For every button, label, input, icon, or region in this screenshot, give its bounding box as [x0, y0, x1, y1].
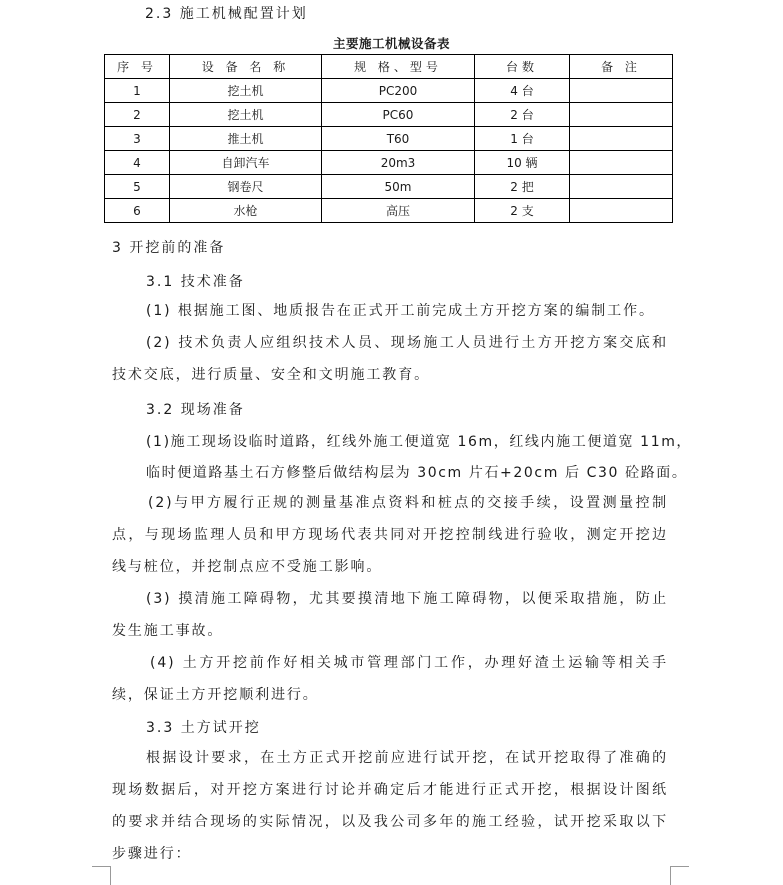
cell-name: 自卸汽车 — [170, 151, 322, 175]
table-row — [105, 175, 673, 199]
section-heading-3: 3 开挖前的准备 — [112, 240, 226, 256]
paragraph-3-2-2: (2)与甲方履行正规的测量基准点资料和桩点的交接手续，设置测量控制点，与现场监理人员和甲方现场代表共同对开挖控制线进行验收，测定开挖边线与桩位，并挖制点应不受施工影响。 — [112, 495, 668, 575]
cell-spec: PC200 — [322, 79, 475, 103]
cell-spec: 20m3 — [322, 151, 475, 175]
cell-count: 4 台 — [475, 79, 570, 103]
cell-name: 挖土机 — [170, 103, 322, 127]
cell-name: 水枪 — [170, 199, 322, 223]
cell-index: 3 — [105, 127, 170, 151]
table-title: 主要施工机械设备表 — [332, 36, 450, 51]
cell-remarks — [570, 103, 673, 127]
paragraph-3-2-1-line-2: 临时便道路基土石方修整后做结构层为 30cm 片石+20cm 后 C30 砼路面。 — [146, 465, 688, 481]
table-row — [105, 127, 673, 151]
table-row — [105, 151, 673, 175]
paragraph-3-2-4: (4) 土方开挖前作好相关城市管理部门工作，办理好渣土运输等相关手续，保证土方开挖顺利进行。 — [112, 655, 668, 703]
header-spec: 规 格、型号 — [322, 55, 475, 79]
section-heading-3-3: 3.3 土方试开挖 — [146, 720, 261, 736]
section-heading-3-1: 3.1 技术准备 — [146, 274, 245, 290]
cell-name: 挖土机 — [170, 79, 322, 103]
page-corner-mark-left — [92, 866, 111, 885]
cell-count: 2 支 — [475, 199, 570, 223]
page-corner-mark-right — [670, 866, 689, 885]
paragraph-3-1-2: (2) 技术负责人应组织技术人员、现场施工人员进行土方开挖方案交底和技术交底，进行质量、安全和文明施工教育。 — [112, 335, 668, 383]
paragraph-3-2-3: (3) 摸清施工障碍物，尤其要摸清地下施工障碍物，以便采取措施，防止发生施工事故。 — [112, 591, 668, 639]
cell-spec: 高压 — [322, 199, 475, 223]
paragraph-3-2-1-line-1: (1)施工现场设临时道路，红线外施工便道宽 16m，红线内施工便道宽 11m， — [146, 434, 693, 450]
header-count: 台数 — [475, 55, 570, 79]
header-name: 设 备 名 称 — [170, 55, 322, 79]
cell-index: 1 — [105, 79, 170, 103]
cell-remarks — [570, 199, 673, 223]
paragraph-3-1-1: (1) 根据施工图、地质报告在正式开工前完成土方开挖方案的编制工作。 — [146, 303, 655, 319]
cell-count: 2 台 — [475, 103, 570, 127]
cell-remarks — [570, 127, 673, 151]
section-heading-2-3: 2.3 施工机械配置计划 — [145, 6, 308, 22]
cell-count: 10 辆 — [475, 151, 570, 175]
cell-remarks — [570, 79, 673, 103]
table-row — [105, 103, 673, 127]
equipment-table — [104, 54, 673, 223]
cell-remarks — [570, 175, 673, 199]
cell-index: 5 — [105, 175, 170, 199]
cell-count: 1 台 — [475, 127, 570, 151]
cell-spec: 50m — [322, 175, 475, 199]
cell-index: 6 — [105, 199, 170, 223]
table-row — [105, 79, 673, 103]
table-header-row — [105, 55, 673, 79]
header-index: 序 号 — [105, 55, 170, 79]
table-row — [105, 199, 673, 223]
cell-name: 推土机 — [170, 127, 322, 151]
cell-name: 钢卷尺 — [170, 175, 322, 199]
cell-remarks — [570, 151, 673, 175]
cell-index: 2 — [105, 103, 170, 127]
cell-count: 2 把 — [475, 175, 570, 199]
section-heading-3-2: 3.2 现场准备 — [146, 402, 245, 418]
cell-spec: PC60 — [322, 103, 475, 127]
cell-spec: T60 — [322, 127, 475, 151]
paragraph-3-3-1: 根据设计要求，在土方正式开挖前应进行试开挖，在试开挖取得了准确的现场数据后，对开挖方案进行讨论并确定后才能进行正式开挖，根据设计图纸的要求并结合现场的实际情况，以及我公司多年的施工经验，试开挖采取以下步骤进行： — [112, 750, 668, 862]
header-remarks: 备 注 — [570, 55, 673, 79]
cell-index: 4 — [105, 151, 170, 175]
